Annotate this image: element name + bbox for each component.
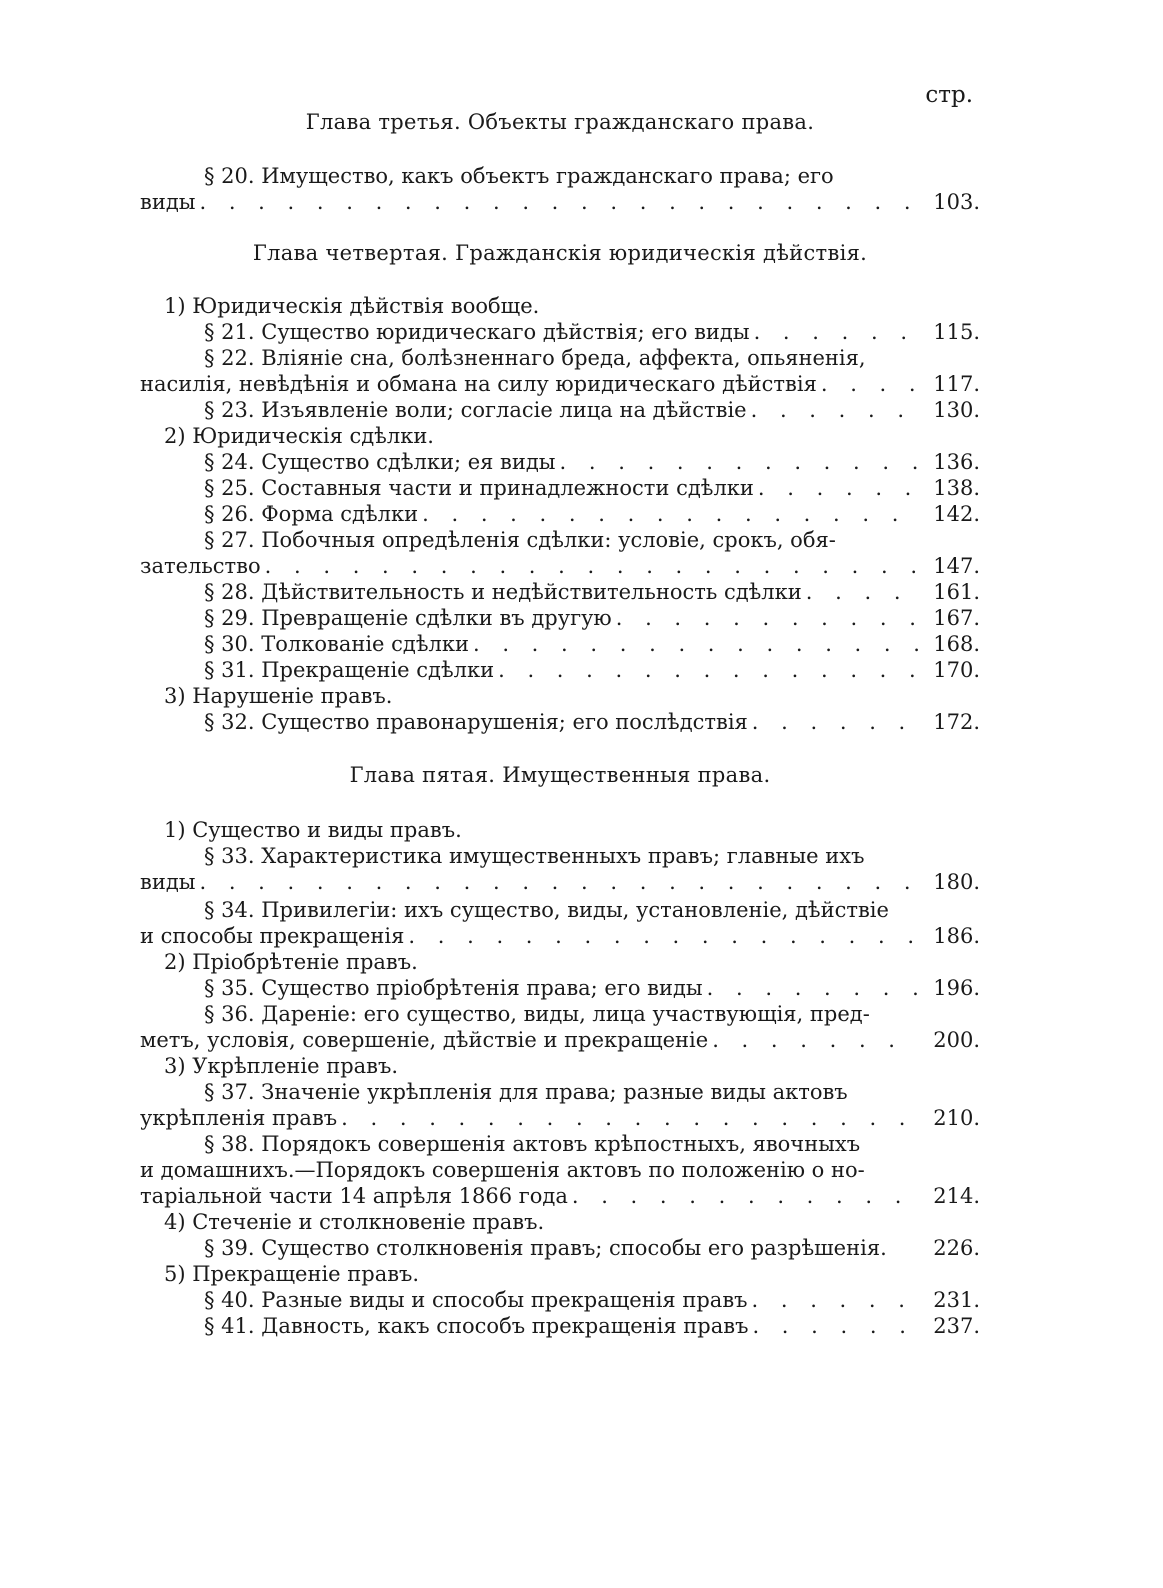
toc-entry: § 22. Вліяніе сна, болѣзненнаго бреда, аффекта, опьяненія, bbox=[204, 346, 866, 370]
toc-entry: § 30. Толкованіе сдѣлки . . . 168. bbox=[140, 631, 980, 657]
toc-entry: § 40. Разные виды и способы прекращенія правъ . . . 231. bbox=[140, 1287, 980, 1313]
toc-entry: § 21. Существо юридическаго дѣйствія; его виды . . . 115. bbox=[140, 319, 980, 345]
toc-section: 3) Укрѣпленіе правъ. bbox=[164, 1054, 399, 1078]
toc-entry: § 34. Привилегіи: ихъ существо, виды, установленіе, дѣйствіе bbox=[204, 898, 889, 922]
toc-entry: § 35. Существо пріобрѣтенія права; его виды . . . 196. bbox=[140, 975, 980, 1001]
toc-entry: § 39. Существо столкновенія правъ; способы его разрѣшенія. 226. bbox=[204, 1236, 980, 1260]
toc-section: 2) Юридическія сдѣлки. bbox=[164, 424, 434, 448]
toc-entry: укрѣпленія правъ . . . 210. bbox=[140, 1105, 980, 1131]
toc-entry: § 41. Давность, какъ способъ прекращенія правъ . . . 237. bbox=[140, 1313, 980, 1339]
toc-entry: § 28. Дѣйствительность и недѣйствительность сдѣлки . . . 161. bbox=[140, 579, 980, 605]
page-column-label: стр. bbox=[925, 82, 973, 108]
chapter-heading: Глава третья. Объекты гражданскаго права. bbox=[305, 110, 815, 134]
toc-entry: § 33. Характеристика имущественныхъ правъ; главные ихъ bbox=[204, 844, 865, 868]
toc-entry: зательство . . . 147. bbox=[140, 553, 980, 579]
toc-entry: § 23. Изъявленіе воли; согласіе лица на дѣйствіе . . . 130. bbox=[140, 397, 980, 423]
toc-entry: § 29. Превращеніе сдѣлки въ другую . . . 167. bbox=[140, 605, 980, 631]
toc-entry: и домашнихъ.—Порядокъ совершенія актовъ по положенію о но- bbox=[140, 1158, 865, 1182]
chapter-heading: Глава четвертая. Гражданскія юридическія дѣйствія. bbox=[252, 241, 868, 265]
toc-entry: § 37. Значеніе укрѣпленія для права; разные виды актовъ bbox=[204, 1080, 848, 1104]
toc-entry: § 27. Побочныя опредѣленія сдѣлки: условіе, срокъ, обя- bbox=[204, 528, 836, 552]
toc-entry: § 25. Составныя части и принадлежности сдѣлки . . . 138. bbox=[140, 475, 980, 501]
toc-entry: § 32. Существо правонарушенія; его послѣдствія . . . 172. bbox=[140, 709, 980, 735]
toc-entry: § 31. Прекращеніе сдѣлки . . . 170. bbox=[140, 657, 980, 683]
toc-section: 1) Существо и виды правъ. bbox=[164, 818, 462, 842]
toc-entry: § 24. Существо сдѣлки; ея виды . . . 136. bbox=[140, 449, 980, 475]
toc-entry: § 36. Дареніе: его существо, виды, лица участвующія, пред- bbox=[204, 1002, 870, 1026]
chapter-heading: Глава пятая. Имущественныя права. bbox=[349, 763, 771, 787]
toc-entry: таріальной части 14 апрѣля 1866 года . . . 214. bbox=[140, 1183, 980, 1209]
toc-section: 4) Стеченіе и столкновеніе правъ. bbox=[164, 1210, 545, 1234]
toc-entry: § 38. Порядокъ совершенія актовъ крѣпостныхъ, явочныхъ bbox=[204, 1132, 861, 1156]
toc-section: 5) Прекращеніе правъ. bbox=[164, 1262, 420, 1286]
toc-entry: § 20. Имущество, какъ объектъ гражданскаго права; его bbox=[204, 164, 834, 188]
toc-entry: и способы прекращенія . . . 186. bbox=[140, 923, 980, 949]
toc-section: 2) Пріобрѣтеніе правъ. bbox=[164, 950, 418, 974]
toc-entry: виды . . . 180. bbox=[140, 869, 980, 895]
toc-entry: насилія, невѣдѣнія и обмана на силу юридическаго дѣйствія . . . 117. bbox=[140, 371, 980, 397]
toc-entry: метъ, условія, совершеніе, дѣйствіе и прекращеніе . . . 200. bbox=[140, 1027, 980, 1053]
toc-entry: § 26. Форма сдѣлки . . . 142. bbox=[140, 501, 980, 527]
toc-entry: виды . . . 103. bbox=[140, 189, 980, 215]
toc-section: 3) Нарушеніе правъ. bbox=[164, 684, 393, 708]
toc-section: 1) Юридическія дѣйствія вообще. bbox=[164, 294, 540, 318]
